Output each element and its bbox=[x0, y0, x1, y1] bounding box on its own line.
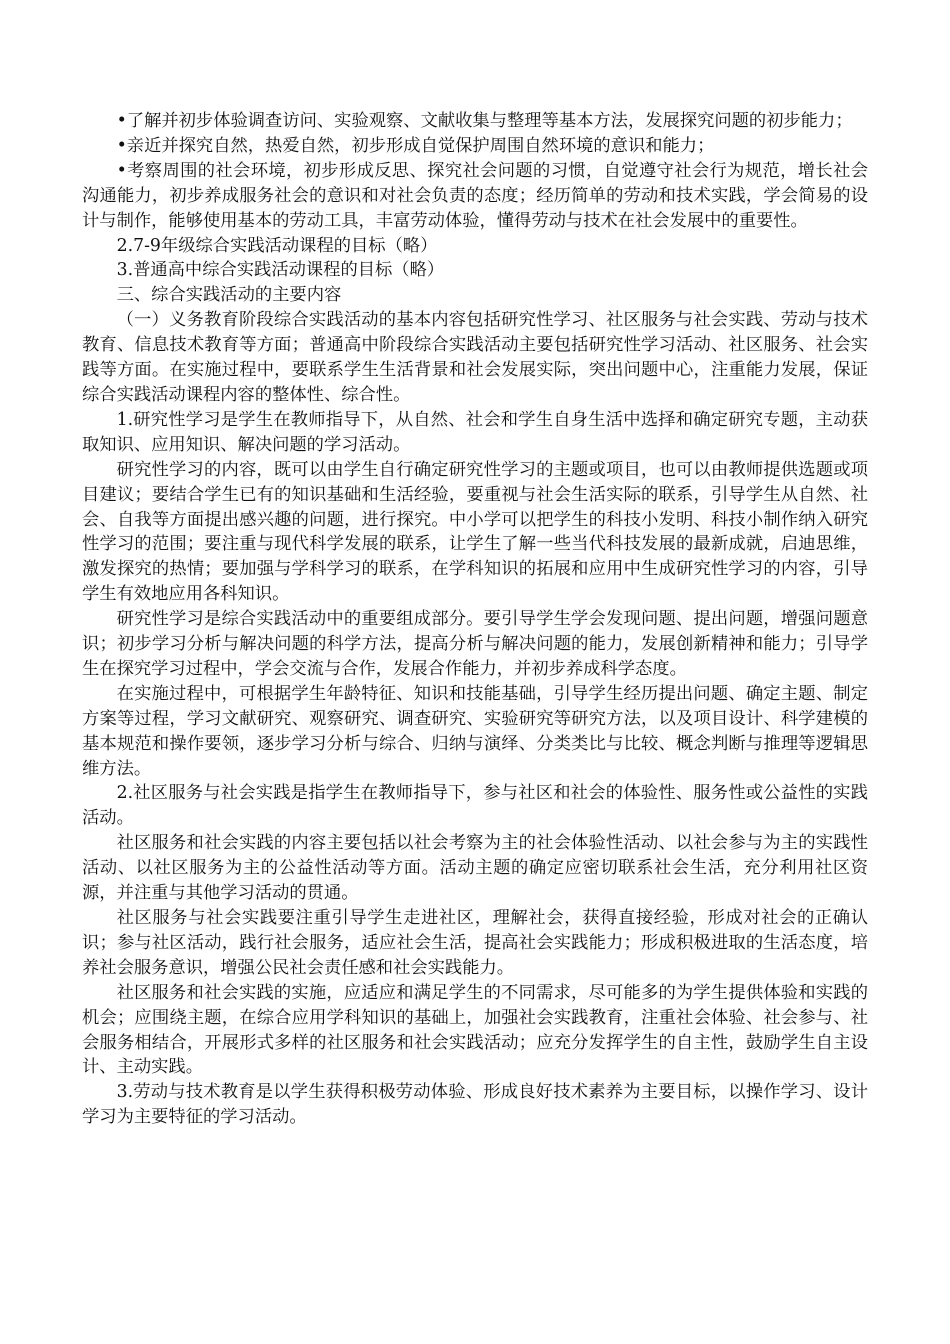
document-page bbox=[82, 109, 868, 1130]
paragraph-labor-technology-definition: 3.劳动与技术教育是以学生获得积极劳动体验、形成良好技术素养为主要目标，以操作学习、设计学习为主要特征的学习活动。 bbox=[82, 1082, 868, 1128]
paragraph-goal-inquiry-methods: •了解并初步体验调查访问、实验观察、文献收集与整理等基本方法，发展探究问题的初步能力； bbox=[116, 111, 853, 131]
paragraph-community-service-implementation: 社区服务和社会实践的实施，应适应和满足学生的不同需求，尽可能多的为学生提供体验和实践的机会；应围绕主题，在综合应用学科知识的基础上，加强社会实践教育，注重社会体验、社会参与、社会服务相结合，开展形式多样的社区服务和社会实践活动；应充分发挥学生的自主性，鼓励学生自主设计、主动实践。 bbox=[82, 982, 868, 1078]
paragraph-research-learning-definition: 1.研究性学习是学生在教师指导下，从自然、社会和学生自身生活中选择和确定研究专题，主动获取知识、应用知识、解决问题的学习活动。 bbox=[82, 409, 868, 455]
paragraph-community-service-content: 社区服务和社会实践的内容主要包括以社会考察为主的社会体验性活动、以社会参与为主的实践性活动、以社区服务为主的公益性活动等方面。活动主题的确定应密切联系社会生活，充分利用社区资源，并注重与其他学习活动的贯通。 bbox=[82, 833, 868, 904]
paragraph-goal-society: •考察周围的社会环境，初步形成反思、探究社会问题的习惯，自觉遵守社会行为规范，增长社会沟通能力，初步养成服务社会的意识和对社会负责的态度；经历简单的劳动和技术实践，学会简易的设计与制作，能够使用基本的劳动工具，丰富劳动体验，懂得劳动与技术在社会发展中的重要性。 bbox=[82, 160, 868, 231]
paragraph-grade-7-9-goals: 2.7-9年级综合实践活动课程的目标（略） bbox=[116, 235, 438, 256]
paragraph-high-school-goals: 3.普通高中综合实践活动课程的目标（略） bbox=[116, 260, 445, 281]
section-heading-main-content: 三、综合实践活动的主要内容 bbox=[116, 285, 342, 306]
paragraph-research-learning-implementation: 在实施过程中，可根据学生年龄特征、知识和技能基础，引导学生经历提出问题、确定主题、制定方案等过程，学习文献研究、观察研究、调查研究、实验研究等研究方法，以及项目设计、科学建模的基本规范和操作要领，逐步学习分析与综合、归纳与演绎、分类类比与比较、概念判断与推理等逻辑思维方法。 bbox=[82, 683, 868, 779]
paragraph-basic-content: （一）义务教育阶段综合实践活动的基本内容包括研究性学习、社区服务与社会实践、劳动与技术教育、信息技术教育等方面；普通高中阶段综合实践活动主要包括研究性学习活动、社区服务、社会实践等方面。在实施过程中，要联系学生生活背景和社会发展实际，突出问题中心，注重能力发展，保证综合实践活动课程内容的整体性、综合性。 bbox=[82, 310, 868, 405]
paragraph-goal-nature: •亲近并探究自然，热爱自然，初步形成自觉保护周围自然环境的意识和能力； bbox=[116, 135, 715, 156]
paragraph-community-service-goals: 社区服务与社会实践要注重引导学生走进社区，理解社会，获得直接经验，形成对社会的正确认识；参与社区活动，践行社会服务，适应社会生活，提高社会实践能力；形成积极进取的生活态度，培养社会服务意识，增强公民社会责任感和社会实践能力。 bbox=[82, 908, 868, 978]
paragraph-research-learning-importance: 研究性学习是综合实践活动中的重要组成部分。要引导学生学会发现问题、提出问题，增强问题意识；初步学习分析与解决问题的科学方法，提高分析与解决问题的能力，发展创新精神和能力；引导学生在探究学习过程中，学会交流与合作，发展合作能力，并初步养成科学态度。 bbox=[82, 609, 868, 679]
paragraph-research-learning-content: 研究性学习的内容，既可以由学生自行确定研究性学习的主题或项目，也可以由教师提供选题或项目建议；要结合学生已有的知识基础和生活经验，要重视与社会生活实际的联系，引导学生从自然、社会、自我等方面提出感兴趣的问题，进行探究。中小学可以把学生的科技小发明、科技小制作纳入研究性学习的范围；要注重与现代科学发展的联系，让学生了解一些当代科技发展的最新成就，启迪思维，激发探究的热情；要加强与学科学习的联系，在学科知识的拓展和应用中生成研究性学习的内容，引导学生有效地应用各科知识。 bbox=[82, 459, 868, 605]
paragraph-community-service-definition: 2.社区服务与社会实践是指学生在教师指导下，参与社区和社会的体验性、服务性或公益性的实践活动。 bbox=[82, 783, 868, 829]
